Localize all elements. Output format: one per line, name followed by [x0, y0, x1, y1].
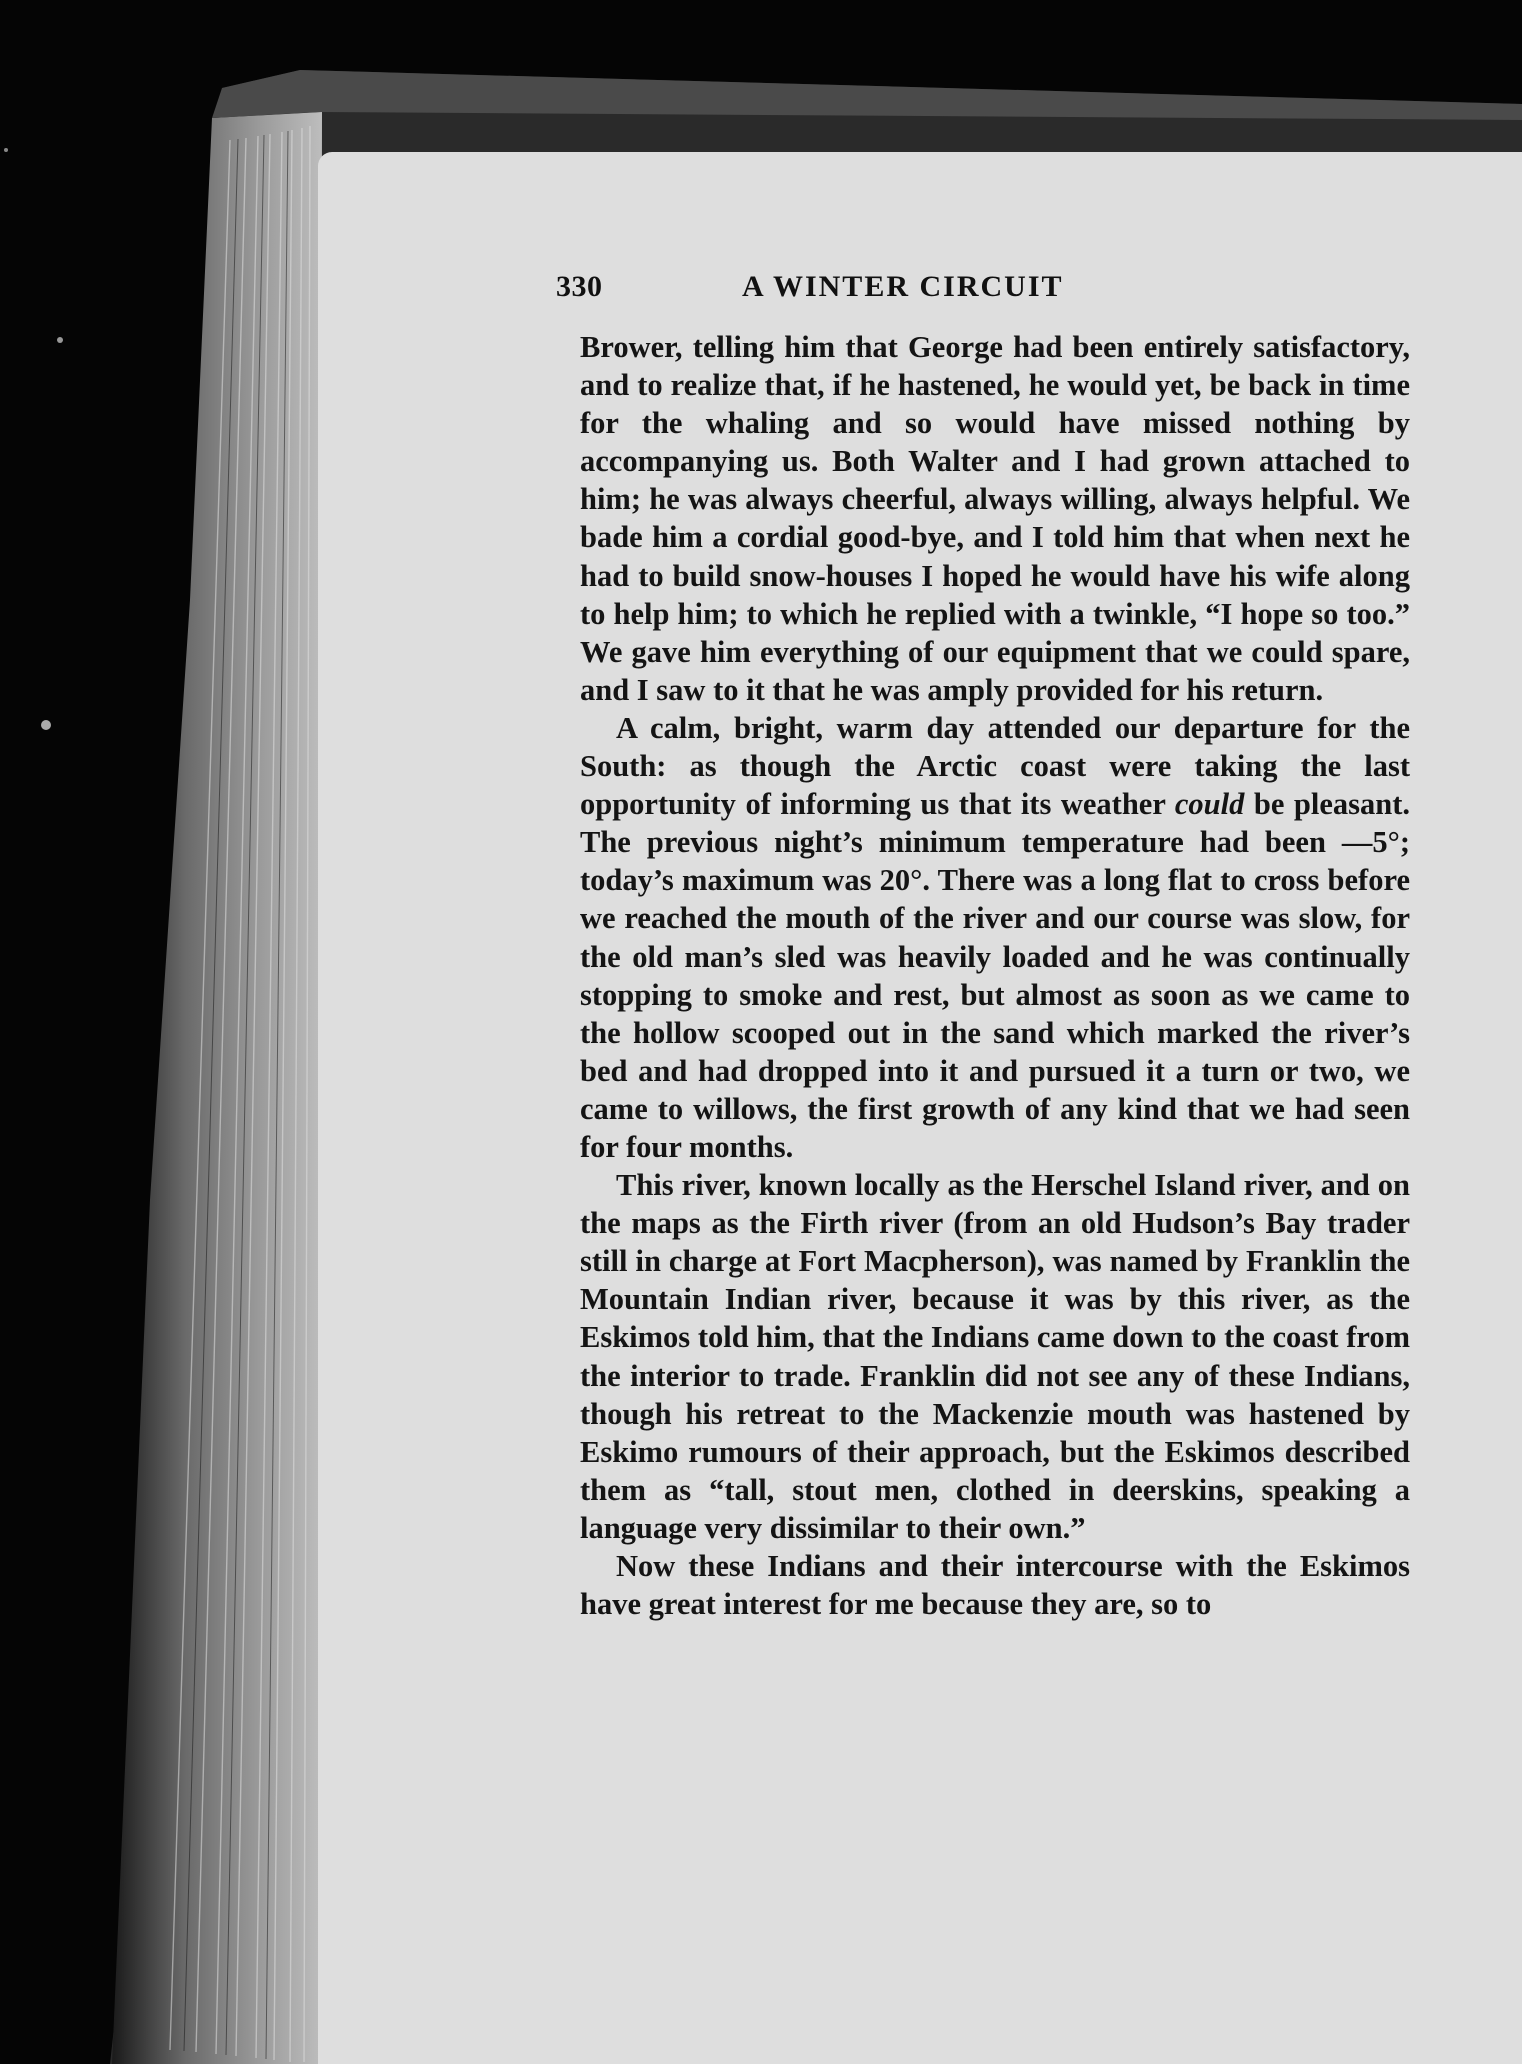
paragraph-3: [580, 1166, 1410, 1547]
paragraph-1-text: Brower, telling him that George had been entirely satisfactory, and to realize that, if he hastened, he would yet, be back in time for the whaling and so would have missed nothing by accompanying us. Both Walter and I had grown attached to him; he was always cheerful, always willing, always helpful. We bade him a cordial good-bye, and I told him that when next he had to build snow-houses I hoped he would have his wife along to help him; to which he replied with a twinkle, “I hope so too.” We gave him everything of our equipment that we could spare, and I saw to it that he was amply provided for his return.: [580, 330, 1410, 707]
paragraph-2: [580, 709, 1410, 1166]
running-head: A WINTER CIRCUIT: [742, 270, 1064, 303]
body-text: [580, 328, 1410, 1623]
paragraph-2-text-start: A calm, bright, warm day attended our departure for the South: as though the Arctic coast were taking the last opportunity of informing us that its weather: [580, 710, 1410, 822]
paragraph-3-text: This river, known locally as the Herschel Island river, and on the maps as the Firth river (from an old Hudson’s Bay trader still in charge at Fort Macpherson), was named by Franklin the Mountain Indian river, because it was by this river, as the Eskimos told him, that the Indians came down to the coast from the interior to trade. Franklin did not see any of these Indians, though his retreat to the Mackenzie mouth was hastened by Eskimo rumours of their approach, but the Eskimos described them as “tall, stout men, clothed in deerskins, speaking a language very dissimilar to their own.”: [580, 1168, 1410, 1545]
paragraph-4-text: Now these Indians and their intercourse with the Eskimos have great interest for me because they are, so to: [580, 1549, 1410, 1622]
paragraph-4: [580, 1547, 1410, 1623]
page-number: 330: [556, 270, 603, 303]
paragraph-1: [580, 328, 1410, 709]
paragraph-2-text-end: be pleasant. The previous night’s minimum temperature had been —5°; today’s maximum was 20°. There was a long flat to cross before we reached the mouth of the river and our course was slow, for the old man’s sled was heavily loaded and he was continually stopping to smoke and rest, but almost as soon as we came to the hollow scooped out in the sand which marked the river’s bed and had dropped into it and pursued it a turn or two, we came to willows, the first growth of any kind that we had seen for four months.: [580, 787, 1410, 1164]
paragraph-2-italic-word: could: [1174, 787, 1245, 822]
page-header: [556, 270, 1386, 320]
